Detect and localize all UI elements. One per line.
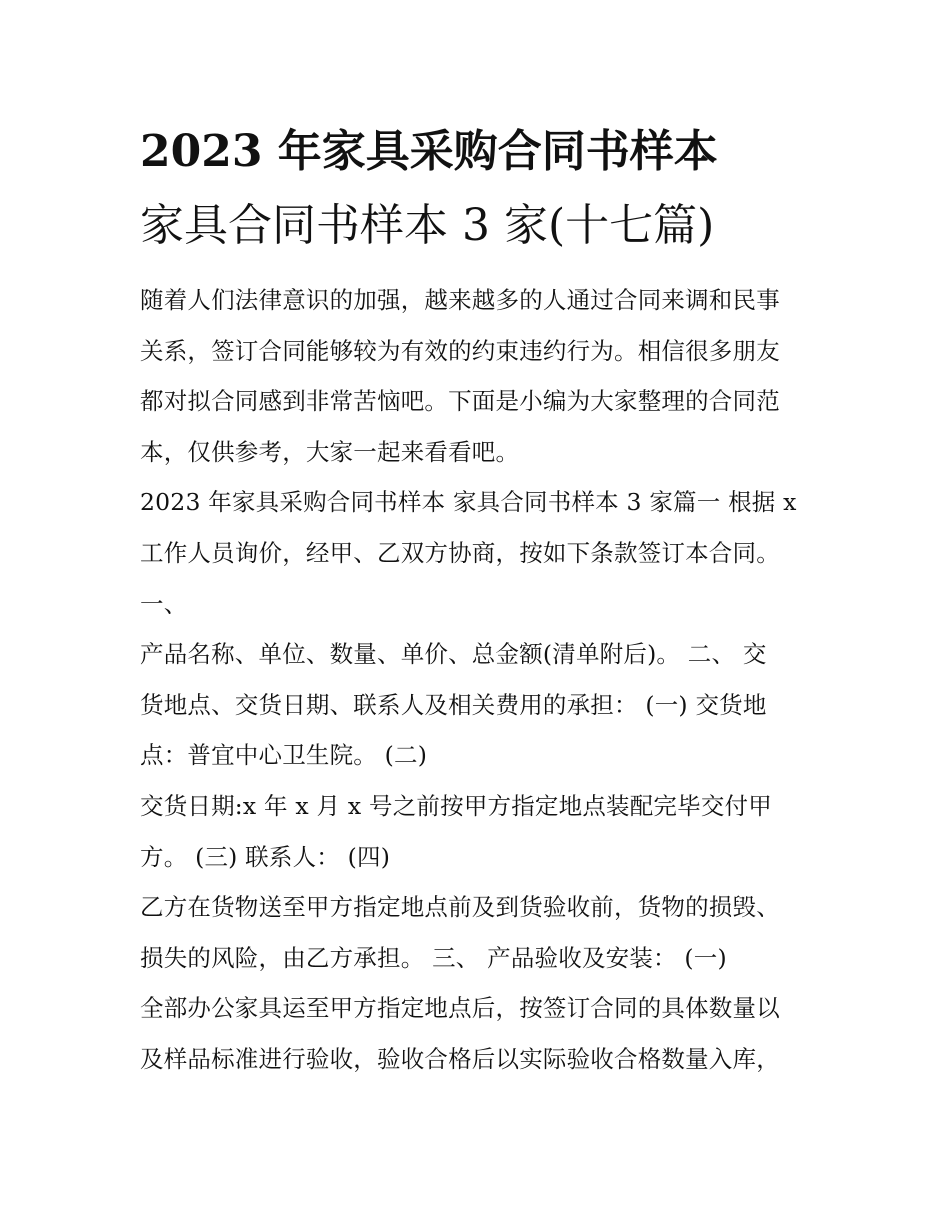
body-line: 方。 (三) 联系人： (四) — [140, 842, 391, 871]
body-line: 都对拟合同感到非常苦恼吧。下面是小编为大家整理的合同范 — [140, 387, 780, 416]
body-line: 全部办公家具运至甲方指定地点后，按签订合同的具体数量以 — [140, 994, 780, 1023]
body-line: 2023 年家具采购合同书样本 家具合同书样本 3 家篇一 根据 x — [140, 488, 797, 517]
body-line: 交货日期:x 年 x 月 x 号之前按甲方指定地点装配完毕交付甲 — [140, 791, 772, 820]
body-line: 工作人员询价，经甲、乙双方协商，按如下条款签订本合同。 — [140, 538, 780, 567]
body-line: 产品名称、单位、数量、单价、总金额(清单附后)。 二、 交 — [140, 640, 767, 669]
body-line: 点：普宜中心卫生院。 (二) — [140, 741, 428, 770]
body-line: 货地点、交货日期、联系人及相关费用的承担： (一) 交货地 — [140, 690, 767, 719]
body-line: 随着人们法律意识的加强，越来越多的人通过合同来调和民事 — [140, 286, 780, 314]
body-line: 一、 — [140, 589, 188, 618]
title-line-1: 2023 年家具采购合同书样本 — [140, 126, 718, 177]
document-title — [140, 115, 820, 263]
body-line: 损失的风险，由乙方承担。 三、 产品验收及安装： (一) — [140, 943, 727, 972]
document-body — [140, 275, 820, 1085]
document-page — [140, 115, 820, 1085]
body-line: 乙方在货物送至甲方指定地点前及到货验收前，货物的损毁、 — [140, 893, 780, 922]
body-line: 及样品标准进行验收，验收合格后以实际验收合格数量入库， — [140, 1044, 780, 1073]
body-line: 本，仅供参考，大家一起来看看吧。 — [140, 437, 520, 466]
title-line-2: 家具合同书样本 3 家(十七篇) — [140, 200, 715, 251]
body-line: 关系，签订合同能够较为有效的约束违约行为。相信很多朋友 — [140, 336, 780, 365]
